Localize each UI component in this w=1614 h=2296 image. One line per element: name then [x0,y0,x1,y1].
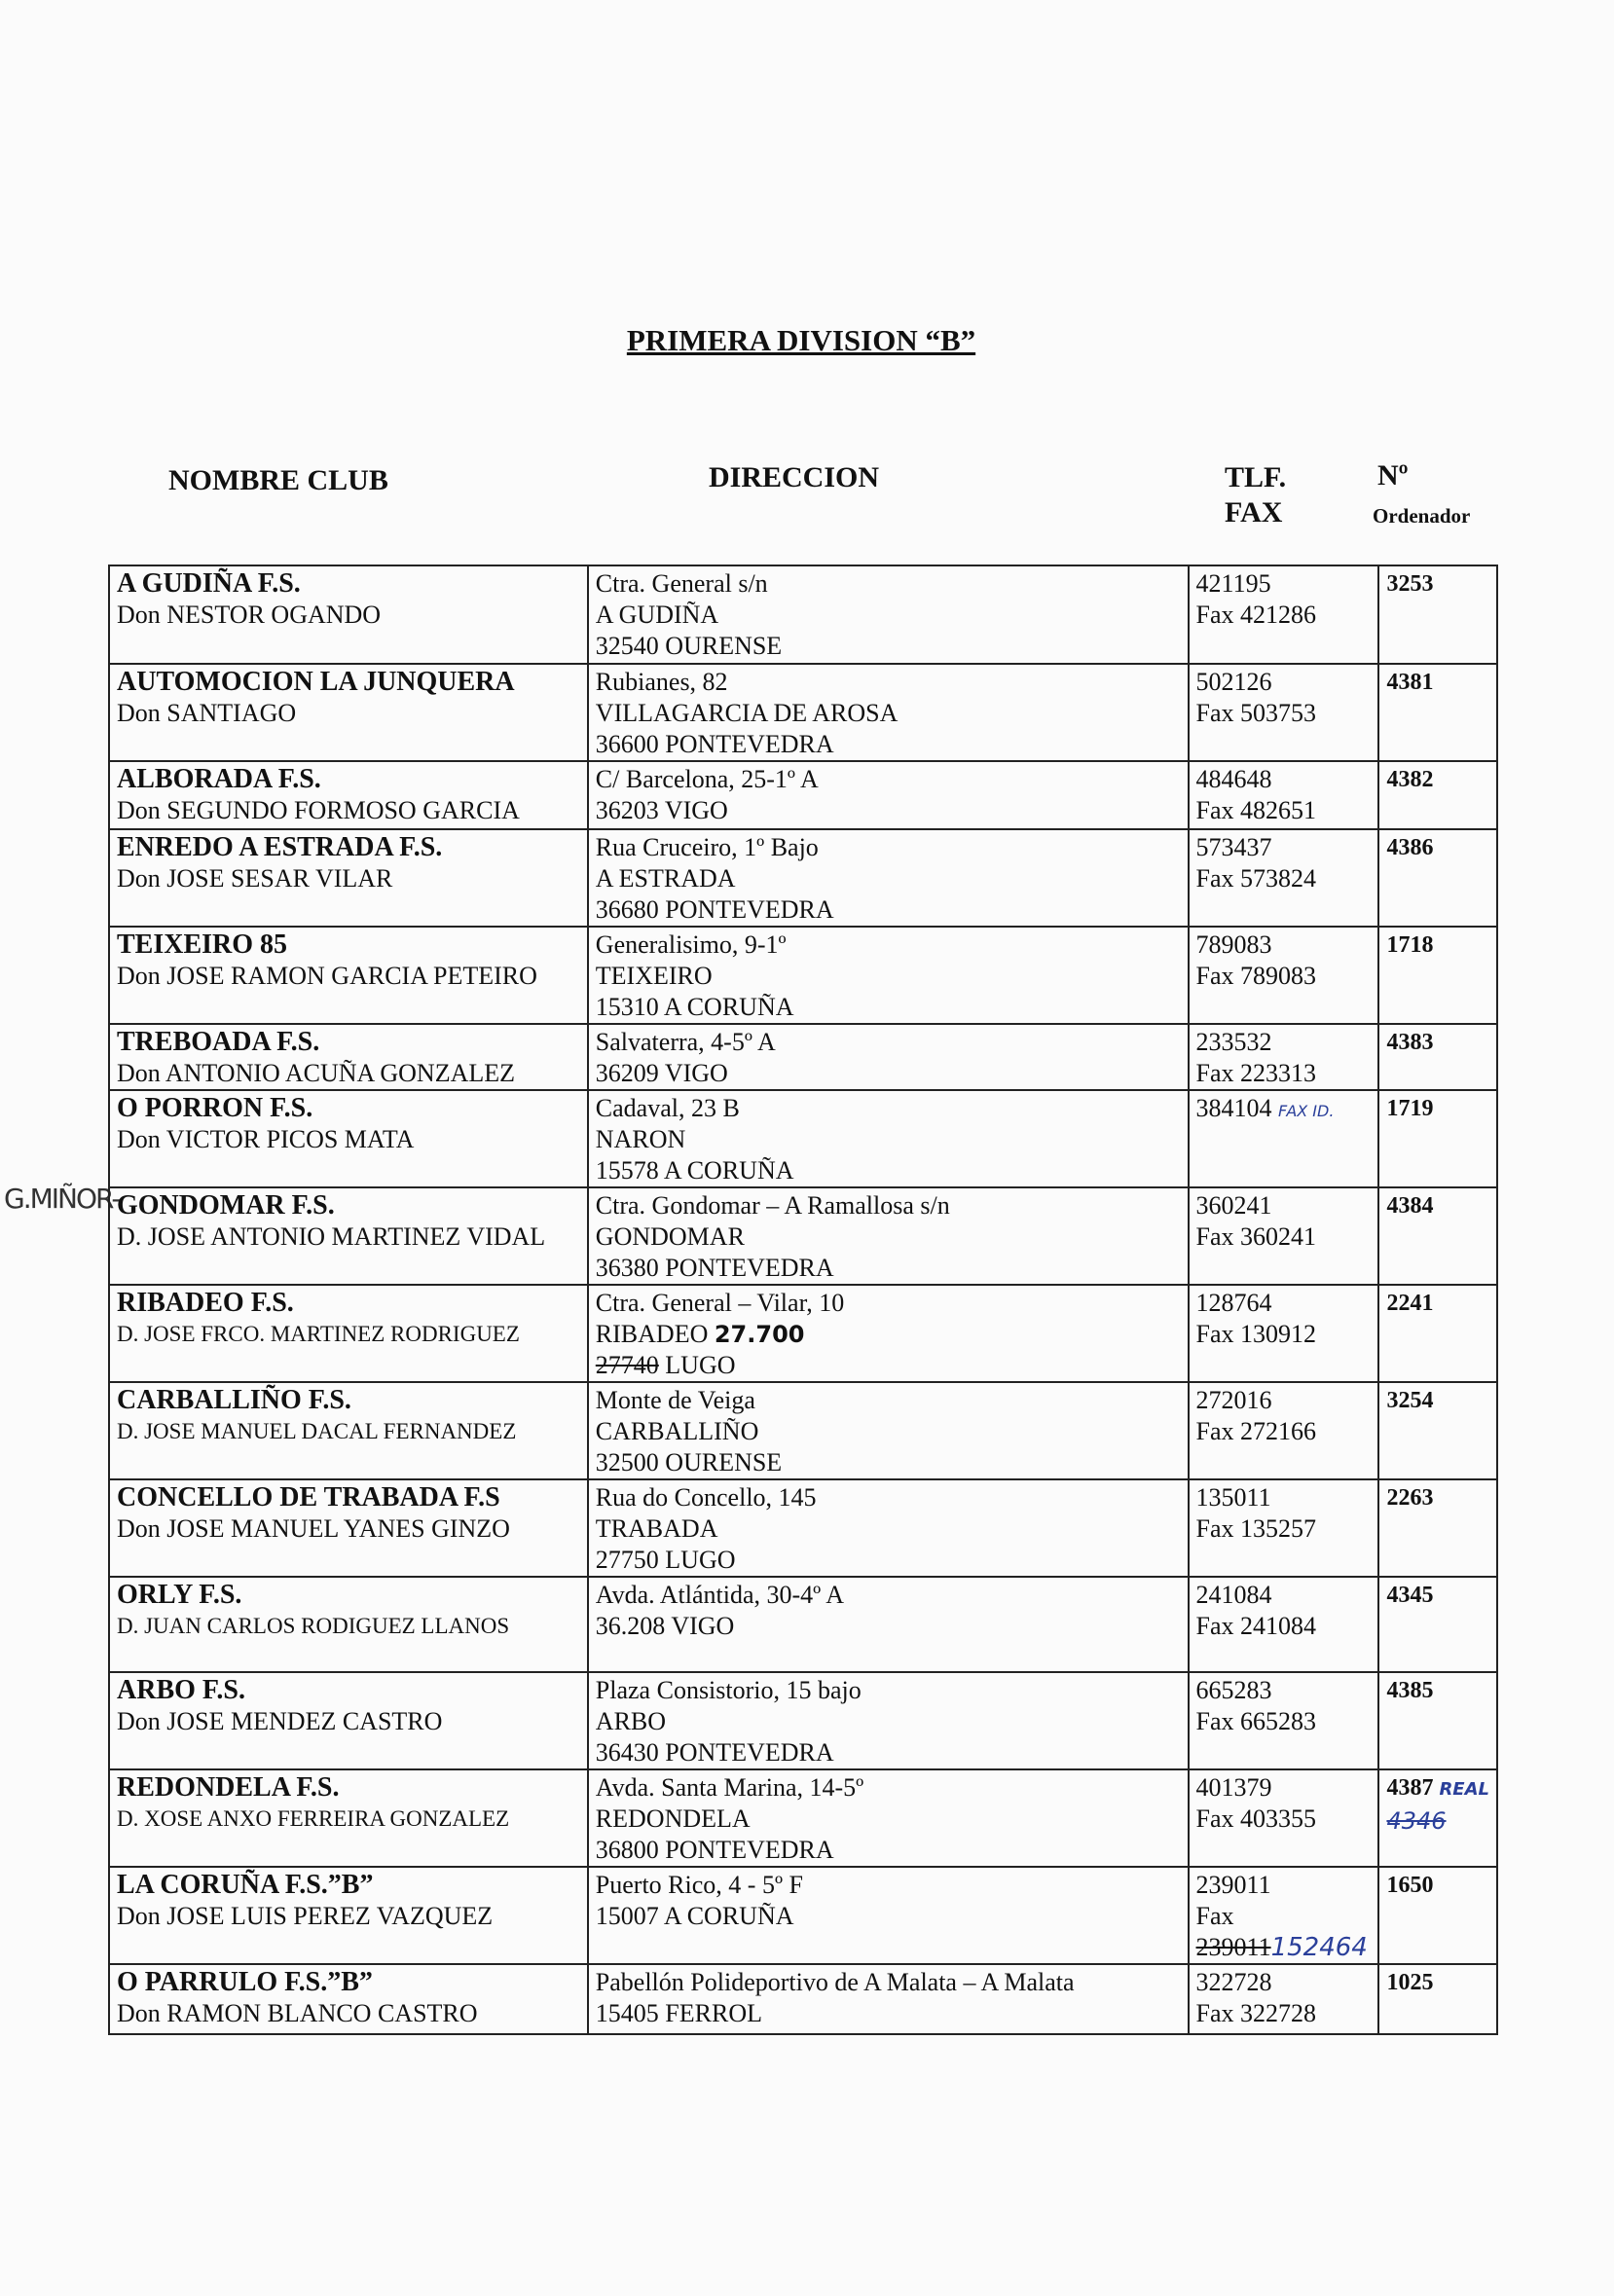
club-number: 4381 [1386,670,1434,695]
club-president: D. JOSE MANUEL DACAL FERNANDEZ [117,1419,517,1443]
handwritten-real-note: REAL [1439,1779,1489,1800]
number-cell [1378,761,1497,829]
address-cell [588,565,1189,664]
number-cell [1378,927,1497,1024]
phone-cell [1189,1672,1379,1769]
handwritten-postcode: 27.700 [714,1321,805,1348]
address-line: 36600 PONTEVEDRA [595,730,834,758]
header-address: DIRECCION [709,461,880,493]
phone: 239011 [1195,1871,1271,1899]
address-line: 27750 LUGO [595,1546,736,1574]
club-number: 4385 [1386,1678,1434,1703]
club-cell [109,1382,588,1479]
address-line: Monte de Veiga [595,1386,755,1414]
club-cell [109,1285,588,1382]
club-name: AUTOMOCION LA JUNQUERA [117,667,515,697]
club-president: Don JOSE RAMON GARCIA PETEIRO [117,962,537,990]
club-cell [109,1187,588,1285]
phone: 573437 [1195,833,1272,861]
number-cell [1378,1090,1497,1187]
struck-fax: 239011 [1195,1933,1271,1961]
address-line: NARON [595,1125,686,1153]
header-club: NOMBRE CLUB [168,464,388,496]
address-line: Ctra. Gondomar – A Ramallosa s/n [595,1191,950,1220]
phone: 360241 [1195,1191,1272,1220]
address-line: ARBO [595,1707,667,1735]
address-cell [588,1090,1189,1187]
address-line: 15405 FERROL [595,1999,762,2027]
club-cell [109,1867,588,1964]
phone: 233532 [1195,1028,1272,1056]
club-president: Don RAMON BLANCO CASTRO [117,1999,478,2027]
club-cell [109,1479,588,1577]
address-cell [588,1479,1189,1577]
club-cell [109,761,588,829]
club-president: Don VICTOR PICOS MATA [117,1125,415,1153]
address-line: Avda. Atlántida, 30-4º A [595,1581,845,1609]
club-number: 1025 [1386,1970,1434,1995]
number-cell [1378,1479,1497,1577]
handwritten-margin-note: G.MIÑOR- [4,1183,120,1215]
address-line: 32500 OURENSE [595,1448,783,1476]
address-line: 36430 PONTEVEDRA [595,1738,834,1767]
address-line: 36203 VIGO [595,796,728,824]
phone-cell [1189,1382,1379,1479]
table-row [109,1867,1497,1964]
address-line: RIBADEO [595,1320,709,1348]
fax: Fax 223313 [1195,1059,1317,1087]
number-cell [1378,1769,1497,1867]
address-line: Puerto Rico, 4 - 5º F [595,1871,803,1899]
club-number: 1718 [1386,932,1434,958]
club-number: 4345 [1386,1583,1434,1608]
club-name: GONDOMAR F.S. [117,1190,335,1221]
club-cell [109,829,588,927]
handwritten-fax: 152464 [1270,1933,1368,1962]
club-president: Don JOSE MANUEL YANES GINZO [117,1514,510,1543]
club-president: Don SANTIAGO [117,699,297,727]
number-cell [1378,1672,1497,1769]
number-cell [1378,565,1497,664]
table-row [109,1964,1497,2034]
phone-cell [1189,1479,1379,1577]
address-line: Avda. Santa Marina, 14-5º [595,1773,864,1802]
fax: Fax 241084 [1195,1612,1317,1640]
address-line: 32540 OURENSE [595,632,783,660]
address-line: Rubianes, 82 [595,668,728,696]
fax: Fax 322728 [1195,1999,1317,2027]
phone-cell [1189,1577,1379,1672]
club-cell [109,664,588,761]
fax: Fax 482651 [1195,796,1317,824]
address-cell [588,1867,1189,1964]
club-cell [109,927,588,1024]
address-cell [588,1285,1189,1382]
club-cell [109,1672,588,1769]
club-name: ORLY F.S. [117,1580,242,1610]
club-name: LA CORUÑA F.S.”B” [117,1870,374,1900]
number-cell [1378,1024,1497,1090]
phone: 484648 [1195,765,1272,793]
table-row [109,1672,1497,1769]
header-fax: FAX [1225,496,1283,528]
address-line: Rua Cruceiro, 1º Bajo [595,833,819,861]
club-number: 4383 [1386,1030,1434,1055]
club-name: CARBALLIÑO F.S. [117,1385,351,1415]
address-cell [588,1769,1189,1867]
address-cell [588,1382,1189,1479]
address-line: REDONDELA [595,1804,751,1833]
table-row [109,927,1497,1024]
address-cell [588,1187,1189,1285]
club-number: 4384 [1386,1193,1434,1219]
table-row [109,761,1497,829]
phone-cell [1189,927,1379,1024]
table-row [109,1382,1497,1479]
address-line: Cadaval, 23 B [595,1094,740,1122]
fax: Fax 503753 [1195,699,1317,727]
number-cell [1378,1382,1497,1479]
club-name: A GUDIÑA F.S. [117,568,301,599]
club-number: 3253 [1386,571,1434,597]
club-number: 1719 [1386,1096,1434,1121]
clubs-table [108,565,1498,2035]
club-number: 4386 [1386,835,1434,860]
phone-cell [1189,565,1379,664]
club-name: O PARRULO F.S.”B” [117,1967,373,1997]
header-number-sub: Ordenador [1373,504,1471,528]
club-name: RIBADEO F.S. [117,1288,294,1318]
club-name: REDONDELA F.S. [117,1772,340,1803]
address-line: 36680 PONTEVEDRA [595,895,834,924]
address-cell [588,927,1189,1024]
table-row [109,1769,1497,1867]
struck-number: 4346 [1386,1807,1447,1835]
address-line: GONDOMAR [595,1222,745,1251]
address-line: 15310 A CORUÑA [595,993,794,1021]
phone: 322728 [1195,1968,1272,1996]
number-cell [1378,1577,1497,1672]
club-name: CONCELLO DE TRABADA F.S [117,1482,500,1512]
address-line: 36380 PONTEVEDRA [595,1254,834,1282]
address-line: 15578 A CORUÑA [595,1156,794,1184]
address-line: 15007 A CORUÑA [595,1902,794,1930]
table-row [109,565,1497,664]
phone-cell [1189,664,1379,761]
fax: Fax 135257 [1195,1514,1317,1543]
address-line: TRABADA [595,1514,718,1543]
club-president: Don SEGUNDO FORMOSO GARCIA [117,796,520,824]
address-line: Plaza Consistorio, 15 bajo [595,1676,862,1704]
phone: 421195 [1195,569,1271,598]
fax: Fax [1195,1902,1234,1930]
address-cell [588,664,1189,761]
table-row [109,829,1497,927]
club-cell [109,565,588,664]
address-line: Ctra. General – Vilar, 10 [595,1289,845,1317]
handwritten-fax-note: FAX ID. [1278,1102,1335,1120]
club-cell [109,1577,588,1672]
club-cell [109,1090,588,1187]
phone: 401379 [1195,1773,1272,1802]
page-title: PRIMERA DIVISION “B” [626,323,976,357]
club-name: TREBOADA F.S. [117,1027,320,1057]
club-cell [109,1024,588,1090]
club-president: Don JOSE LUIS PEREZ VAZQUEZ [117,1902,494,1930]
phone: 665283 [1195,1676,1272,1704]
address-cell [588,761,1189,829]
phone: 128764 [1195,1289,1272,1317]
club-president: D. JOSE FRCO. MARTINEZ RODRIGUEZ [117,1322,520,1346]
club-number: 2241 [1386,1291,1434,1316]
club-president: D. XOSE ANXO FERREIRA GONZALEZ [117,1806,510,1831]
address-cell [588,829,1189,927]
phone-cell [1189,1024,1379,1090]
phone-cell [1189,1187,1379,1285]
address-line: 36800 PONTEVEDRA [595,1836,834,1864]
table-row [109,1024,1497,1090]
club-name: O PORRON F.S. [117,1093,313,1123]
address-line: Salvaterra, 4-5º A [595,1028,776,1056]
phone: 789083 [1195,930,1272,959]
phone: 272016 [1195,1386,1272,1414]
address-line: Generalisimo, 9-1º [595,930,787,959]
number-cell [1378,829,1497,927]
table-row [109,1285,1497,1382]
address-line: Rua do Concello, 145 [595,1483,817,1512]
header-phone: TLF. [1225,461,1287,493]
table-row [109,1090,1497,1187]
club-name: TEIXEIRO 85 [117,929,288,960]
address-line: Pabellón Polideportivo de A Malata – A Malata [595,1968,1075,1996]
number-cell [1378,1285,1497,1382]
club-number: 1650 [1386,1873,1434,1898]
address-line: 36.208 VIGO [595,1612,735,1640]
number-cell [1378,664,1497,761]
fax: Fax 130912 [1195,1320,1317,1348]
struck-postcode: 27740 [595,1351,659,1379]
club-name: ARBO F.S. [117,1675,246,1705]
address-cell [588,1672,1189,1769]
fax: Fax 665283 [1195,1707,1317,1735]
address-cell [588,1024,1189,1090]
club-name: ENREDO A ESTRADA F.S. [117,832,443,862]
phone-cell [1189,1769,1379,1867]
phone-cell [1189,761,1379,829]
club-president: Don ANTONIO ACUÑA GONZALEZ [117,1059,516,1087]
address-cell [588,1964,1189,2034]
header-number: Nº [1377,459,1409,492]
phone-cell [1189,1285,1379,1382]
table-row [109,1577,1497,1672]
club-president: D. JOSE ANTONIO MARTINEZ VIDAL [117,1222,546,1251]
club-president: Don JOSE SESAR VILAR [117,864,393,893]
address-line: VILLAGARCIA DE AROSA [595,699,899,727]
fax: Fax 403355 [1195,1804,1317,1833]
club-president: Don NESTOR OGANDO [117,601,382,629]
fax: Fax 421286 [1195,601,1317,629]
address-line: A GUDIÑA [595,601,719,629]
address-line: CARBALLIÑO [595,1417,759,1445]
number-cell [1378,1964,1497,2034]
fax: Fax 272166 [1195,1417,1317,1445]
phone-cell [1189,1867,1379,1964]
phone-cell [1189,829,1379,927]
address-cell [588,1577,1189,1672]
fax: Fax 573824 [1195,864,1317,893]
phone-cell [1189,1090,1379,1187]
table-row [109,664,1497,761]
club-number: 2263 [1386,1485,1434,1511]
address-line: A ESTRADA [595,864,736,893]
club-number: 4382 [1386,767,1434,792]
fax: Fax 789083 [1195,962,1317,990]
number-cell [1378,1867,1497,1964]
club-cell [109,1964,588,2034]
club-number: 3254 [1386,1388,1434,1413]
address-line: 36209 VIGO [595,1059,728,1087]
club-name: ALBORADA F.S. [117,764,321,794]
table-row [109,1479,1497,1577]
address-line: C/ Barcelona, 25-1º A [595,765,819,793]
club-number: 4387 [1386,1775,1434,1801]
phone-cell [1189,1964,1379,2034]
club-cell [109,1769,588,1867]
number-cell [1378,1187,1497,1285]
table-row [109,1187,1497,1285]
address-line: Ctra. General s/n [595,569,768,598]
fax: Fax 360241 [1195,1222,1317,1251]
club-president: Don JOSE MENDEZ CASTRO [117,1707,443,1735]
address-line: TEIXEIRO [595,962,713,990]
address-line: LUGO [665,1351,736,1379]
club-president: D. JUAN CARLOS RODIGUEZ LLANOS [117,1614,510,1638]
phone: 502126 [1195,668,1272,696]
phone: 241084 [1195,1581,1272,1609]
phone: 384104 [1195,1094,1272,1122]
phone: 135011 [1195,1483,1271,1512]
